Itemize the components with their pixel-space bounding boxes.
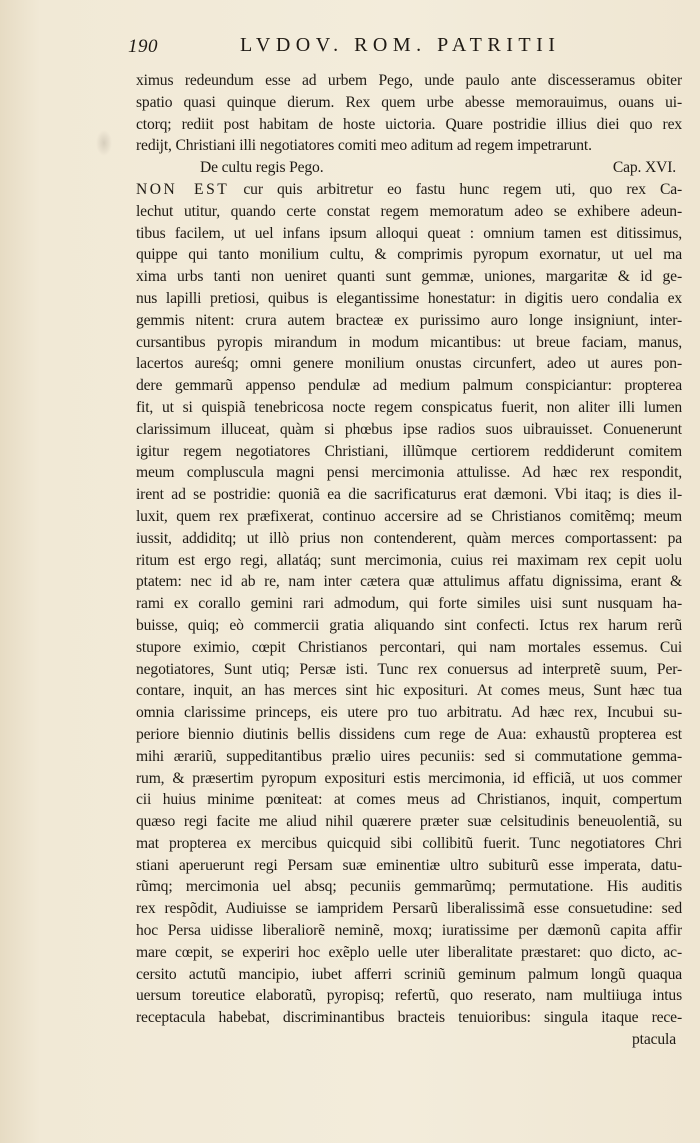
text-line: cii huius minime pœniteat: at comes meus ad Christianos, inquit, compertum [136,791,682,809]
text-line: periore biennio diutinis bellis dissidens cum rege de Aua: exhaustũ propterea est [136,725,682,743]
text-line: nus lapilli pretiosi, quibus is elegantissime honestatur: in digitis uero condalia ex [136,289,682,307]
text-line: spatio quasi quinque dierum. Rex quem urbe abesse memorauimus, ouans ui- [136,93,682,111]
text-line: fit, ut si quispiã tenebricosa nocte regem conspicatus fuerit, non aliter illi lumen [136,398,682,416]
chapter-heading [136,157,682,179]
text-line: gemmis nitent: crura autem bracteæ ex purissimo auro longe insigniunt, inter- [136,311,682,329]
text-line: iussit, addiditq; ut illò prius non contenderent, quàm merces comportassent: pa [136,529,682,547]
folio-number: 190 [128,36,158,57]
text-line: clarissimum illuceat, quàm si phœbus ipse radios suos uibrauisset. Conuenerunt [136,420,682,438]
text-line: tibus facilem, ut uel infans ipsum alloqui queat : omnium tamen est ditissimus, [136,224,682,242]
text-line: luxit, quem rex præfixerat, continuo accersire ad se Christianos comitẽmq; meum [136,507,682,525]
text-line: contare, inquit, an has merces sint hic expositurі. At comes meus, Sunt hæc tua [136,682,682,700]
text-line: irent ad se postridie: quoniã ea die sacrificaturus erat dæmoni. Vbi itaq; is dies il- [136,486,682,504]
text-line: xima urbs tanti non ueniret quanti sunt gemmæ, uniones, margaritæ & id ge- [136,268,682,286]
text-line: uersum toreutice elaboratũ, pyropisq; refertũ, quo reserato, nam multiiuga intus [136,987,682,1005]
text-line: rum, & præsertim pyropum expositurі estis mercimonia, id efficiã, ut uos commer [136,769,682,787]
text-line: cersito actutũ mancipio, iubet afferri scriniũ geminum palmum longũ quaqua [136,965,682,983]
text-line: rex respõdit, Audiuisse se iampridem Persarũ liberalissimã esse consuetudine: sed [136,900,682,918]
text-line: ctorq; rediit post habitam de hoste uictoria. Quare postridie illius diei quo rex [136,115,682,133]
body-text [136,70,682,1051]
text-line: rami ex corallo gemini rari admodum, qui forte similes uisi sunt nusquam ha- [136,595,682,613]
text-line: lechut utitur, quando certe constat regem memoratum adeo se exhibere adeun- [136,202,682,220]
text-line: buisse, quiq; eò commercii gratia aliquando sint confecti. Ictus rex harum rerũ [136,616,682,634]
text-line: hoc Persa uidisse liberaliorẽ neminẽ, moxq; iuratissime per dæmonũ capita affir [136,922,682,940]
running-title: LVDOV. ROM. PATRITII [240,34,561,56]
text-line: ritum est ergo regi, allatáq; sunt mercimonia, cuius rei maximam rex cepit uolu [136,551,682,569]
text-line: redijt, Christiani illi negotiatores comiti meo aditum ad regem impetrarunt. [136,137,592,155]
chapter-opening-line [136,179,682,201]
text-line: omnia clarissime princeps, eis utere pro tuo arbitratu. Ad hæc rex, Incubui su- [136,704,682,722]
text-line: dere gemmarũ appenso pendulæ ad medium palmum conspiciantur: propterea [136,377,682,395]
text-line: stupore eximio, cœpit Christianos percontari, qui nam mortales essemus. Cui [136,638,682,656]
text-line: receptacula habebat, discriminantibus bracteis tenuioribus: singula itaque rece- [136,1009,682,1027]
text-line: quippe qui tanto monilium cultu, & comprimis pyropum exornatur, ut uel ma [136,246,682,264]
text-line: rũmq; mercimonia uel absq; pecuniis gemmarũmq; permutatione. His auditis [136,878,682,896]
text-line: mat propterea ex mercibus quicquid sibi collibitũ fuerit. Tunc negotiatores Chri [136,834,682,852]
catchword: ptacula [632,1031,676,1049]
text-line: ptatem: nec id ab re, nam inter cætera quæ attulimus affatu dignissima, erant & [136,573,682,591]
text-line: igitur regem negotiatores Christiani, illũmque certiorem reddiderunt comitem [136,442,682,460]
opening-words: NON EST [136,180,230,198]
text-line: lacertos aureśq; omni genere monilium onustas circunfert, adeo ut aures pon- [136,355,682,373]
chapter-title: De cultu regis Pego. [200,159,324,177]
opening-line-rest: cur quis arbitretur eo fastu hunc regem uti, quo rex Ca- [243,180,682,198]
margin-ink-smudge [96,130,112,156]
text-line: ximus redeundum esse ad urbem Pego, unde paulo ante discesseramus obiter [136,72,682,89]
page-header [128,34,688,62]
text-line: quæso regi facite me aliud nihil quærere præter suæ celsitudinis beneuolentiã, su [136,813,682,831]
text-line: cursantibus pyropis mirandum in modum micantibus: ut breue faciam, manus, [136,333,682,351]
text-line: meum complusculа magni pensi mercimonia attulisse. Ad hæc rex respondit, [136,464,682,482]
text-line: mare cœpit, se experiri hoc exẽplo uelle uter liberalitate præstaret: quo dicto, ac- [136,943,682,961]
text-line: mihi ærariũ, suppeditantibus prælio uires pecuniis: sed si commutatione gemma- [136,747,682,765]
chapter-number: Cap. XVI. [612,159,676,177]
text-line: stiani aperuerunt regi Persam suæ eminentiæ ultro subiturũ esse imperata, datu- [136,856,682,874]
text-line: negotiatores, Sunt utiq; Persæ isti. Tunc rex conuersus ad interpretẽ suum, Per- [136,660,682,678]
